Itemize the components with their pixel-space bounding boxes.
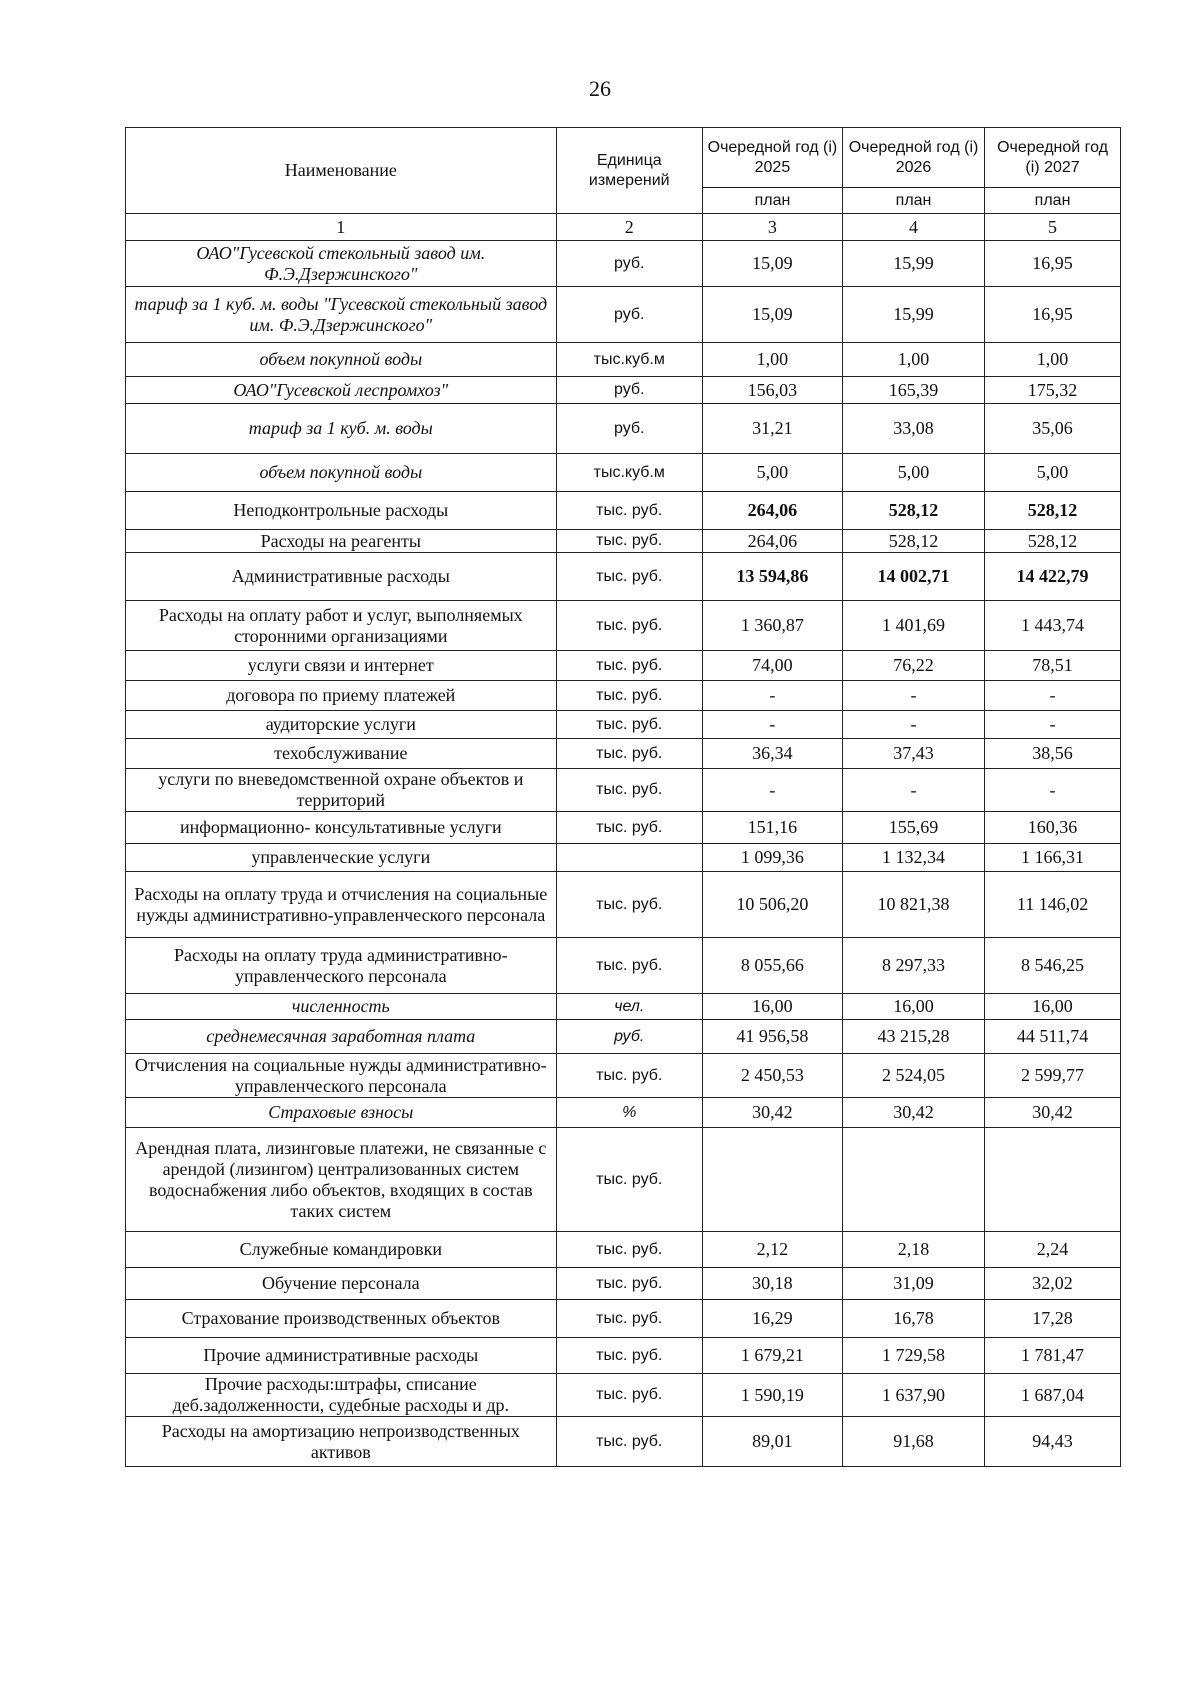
row-value: 1 360,87 (702, 601, 842, 651)
row-value: 31,21 (702, 404, 842, 454)
table-row (126, 872, 1121, 938)
header-year-2025: Очередной год (i) 2025 (702, 128, 842, 188)
row-value: 32,02 (985, 1268, 1121, 1300)
header-plan: план (985, 188, 1121, 214)
row-value: 1 687,04 (985, 1374, 1121, 1417)
row-unit: руб. (556, 241, 702, 287)
row-value: 41 956,58 (702, 1020, 842, 1054)
row-value: 5,00 (702, 454, 842, 492)
table-row (126, 343, 1121, 377)
column-number: 3 (702, 214, 842, 241)
row-value: 1,00 (702, 343, 842, 377)
row-unit: тыс. руб. (556, 1417, 702, 1467)
row-name: тариф за 1 куб. м. воды "Гусевской стекольный завод им. Ф.Э.Дзержинского" (126, 287, 557, 343)
row-name: объем покупной воды (126, 343, 557, 377)
row-value: 15,99 (842, 287, 984, 343)
row-value: 43 215,28 (842, 1020, 984, 1054)
row-value: 5,00 (842, 454, 984, 492)
row-value: 30,42 (702, 1098, 842, 1128)
row-value: 33,08 (842, 404, 984, 454)
row-value: - (702, 769, 842, 812)
table-row (126, 1300, 1121, 1338)
table-row (126, 287, 1121, 343)
budget-table (125, 127, 1121, 1467)
row-name: Расходы на оплату труда и отчисления на социальные нужды административно-управленческого персонала (126, 872, 557, 938)
table-row (126, 377, 1121, 404)
row-name: численность (126, 994, 557, 1020)
row-name: управленческие услуги (126, 844, 557, 872)
row-unit: руб. (556, 1020, 702, 1054)
row-value: - (842, 681, 984, 711)
row-value: 16,00 (702, 994, 842, 1020)
table-row (126, 769, 1121, 812)
row-name: информационно- консультативные услуги (126, 812, 557, 844)
row-value: 89,01 (702, 1417, 842, 1467)
row-unit: руб. (556, 404, 702, 454)
row-value: 30,18 (702, 1268, 842, 1300)
row-value: 8 546,25 (985, 938, 1121, 994)
row-unit: тыс. руб. (556, 681, 702, 711)
row-value: 1 637,90 (842, 1374, 984, 1417)
row-name: Расходы на амортизацию непроизводственных активов (126, 1417, 557, 1467)
header-year-2026: Очередной год (i) 2026 (842, 128, 984, 188)
row-value: - (985, 769, 1121, 812)
table-row (126, 1374, 1121, 1417)
row-value: 8 297,33 (842, 938, 984, 994)
table-row (126, 1268, 1121, 1300)
row-value: 2,12 (702, 1232, 842, 1268)
row-value: 36,34 (702, 739, 842, 769)
row-value: 10 821,38 (842, 872, 984, 938)
table-row (126, 1232, 1121, 1268)
row-value: 1,00 (842, 343, 984, 377)
row-unit: тыс. руб. (556, 553, 702, 601)
row-value: 91,68 (842, 1417, 984, 1467)
row-value: 1 443,74 (985, 601, 1121, 651)
row-unit: тыс. руб. (556, 1054, 702, 1098)
row-name: ОАО"Гусевской леспромхоз" (126, 377, 557, 404)
row-value: 16,95 (985, 287, 1121, 343)
row-value: 2 599,77 (985, 1054, 1121, 1098)
row-value: 44 511,74 (985, 1020, 1121, 1054)
row-value: 264,06 (702, 530, 842, 553)
row-value: 14 002,71 (842, 553, 984, 601)
row-value: 1,00 (985, 343, 1121, 377)
row-name: техобслуживание (126, 739, 557, 769)
column-number: 2 (556, 214, 702, 241)
row-value: - (702, 711, 842, 739)
row-unit: тыс. руб. (556, 601, 702, 651)
row-value: 30,42 (985, 1098, 1121, 1128)
row-unit: тыс. руб. (556, 739, 702, 769)
row-name: услуги связи и интернет (126, 651, 557, 681)
row-name: аудиторские услуги (126, 711, 557, 739)
header-plan: план (702, 188, 842, 214)
row-name: Административные расходы (126, 553, 557, 601)
row-value: 37,43 (842, 739, 984, 769)
column-number: 5 (985, 214, 1121, 241)
row-unit: тыс. руб. (556, 1232, 702, 1268)
row-value: 38,56 (985, 739, 1121, 769)
row-value: 1 099,36 (702, 844, 842, 872)
row-value: 1 590,19 (702, 1374, 842, 1417)
row-value: 151,16 (702, 812, 842, 844)
row-value: 1 679,21 (702, 1338, 842, 1374)
row-name: Страхование производственных объектов (126, 1300, 557, 1338)
row-unit: тыс. руб. (556, 1338, 702, 1374)
row-name: Служебные командировки (126, 1232, 557, 1268)
table-row (126, 651, 1121, 681)
row-unit: тыс.куб.м (556, 343, 702, 377)
table-row (126, 1020, 1121, 1054)
header-year-2027: Очередной год (i) 2027 (985, 128, 1121, 188)
header-name: Наименование (126, 128, 557, 214)
row-value: 528,12 (985, 530, 1121, 553)
row-value: 165,39 (842, 377, 984, 404)
table-row (126, 844, 1121, 872)
row-value: 14 422,79 (985, 553, 1121, 601)
row-value: 31,09 (842, 1268, 984, 1300)
row-name: Обучение персонала (126, 1268, 557, 1300)
row-name: Расходы на оплату работ и услуг, выполняемых сторонними организациями (126, 601, 557, 651)
row-value: 16,00 (842, 994, 984, 1020)
row-name: Отчисления на социальные нужды административно-управленческого персонала (126, 1054, 557, 1098)
header-unit: Единица измерений (556, 128, 702, 214)
row-name: Арендная плата, лизинговые платежи, не связанные с арендой (лизингом) централизованных систем водоснабжения либо объектов, входящих в состав таких систем (126, 1128, 557, 1232)
table-row (126, 553, 1121, 601)
row-value: 74,00 (702, 651, 842, 681)
row-unit: тыс. руб. (556, 872, 702, 938)
row-value: 264,06 (702, 492, 842, 530)
row-value: 16,78 (842, 1300, 984, 1338)
row-name: объем покупной воды (126, 454, 557, 492)
row-value: 1 781,47 (985, 1338, 1121, 1374)
page-number: 26 (589, 76, 611, 101)
row-unit: тыс. руб. (556, 1268, 702, 1300)
row-value: 15,09 (702, 241, 842, 287)
row-name: услуги по вневедомственной охране объектов и территорий (126, 769, 557, 812)
row-unit (556, 844, 702, 872)
table-row (126, 711, 1121, 739)
row-unit: руб. (556, 287, 702, 343)
row-value: 16,00 (985, 994, 1121, 1020)
row-value: 2,24 (985, 1232, 1121, 1268)
row-name: Страховые взносы (126, 1098, 557, 1128)
row-unit: чел. (556, 994, 702, 1020)
table-row (126, 1417, 1121, 1467)
row-value: 16,29 (702, 1300, 842, 1338)
row-value: 78,51 (985, 651, 1121, 681)
row-unit: тыс. руб. (556, 492, 702, 530)
row-value (985, 1128, 1121, 1232)
row-value: 16,95 (985, 241, 1121, 287)
row-name: ОАО"Гусевской стекольный завод им. Ф.Э.Дзержинского" (126, 241, 557, 287)
row-name: Неподконтрольные расходы (126, 492, 557, 530)
row-name: Расходы на реагенты (126, 530, 557, 553)
row-value (702, 1128, 842, 1232)
header-plan: план (842, 188, 984, 214)
row-value: 528,12 (985, 492, 1121, 530)
row-value: - (985, 711, 1121, 739)
row-value: 17,28 (985, 1300, 1121, 1338)
row-value: 76,22 (842, 651, 984, 681)
row-value: 1 132,34 (842, 844, 984, 872)
row-value: - (985, 681, 1121, 711)
row-value: 155,69 (842, 812, 984, 844)
row-value: 175,32 (985, 377, 1121, 404)
row-unit: тыс. руб. (556, 769, 702, 812)
row-unit: тыс. руб. (556, 938, 702, 994)
row-value: 30,42 (842, 1098, 984, 1128)
row-value: 2 524,05 (842, 1054, 984, 1098)
row-value: 94,43 (985, 1417, 1121, 1467)
table-row (126, 1128, 1121, 1232)
row-value: 1 401,69 (842, 601, 984, 651)
table-row (126, 530, 1121, 553)
row-value: 2,18 (842, 1232, 984, 1268)
column-number: 1 (126, 214, 557, 241)
table-row (126, 601, 1121, 651)
table-row (126, 404, 1121, 454)
table-row (126, 812, 1121, 844)
row-name: Расходы на оплату труда административно-управленческого персонала (126, 938, 557, 994)
row-unit: тыс. руб. (556, 812, 702, 844)
table-row (126, 1338, 1121, 1374)
row-name: тариф за 1 куб. м. воды (126, 404, 557, 454)
row-unit: тыс. руб. (556, 1374, 702, 1417)
table-row (126, 938, 1121, 994)
row-value: 156,03 (702, 377, 842, 404)
table-row (126, 681, 1121, 711)
table-header (126, 128, 1121, 241)
row-value: 1 729,58 (842, 1338, 984, 1374)
row-unit: руб. (556, 377, 702, 404)
row-value: 160,36 (985, 812, 1121, 844)
row-value: 13 594,86 (702, 553, 842, 601)
table-row (126, 739, 1121, 769)
table-body (126, 241, 1121, 1467)
table-row (126, 454, 1121, 492)
row-value: 2 450,53 (702, 1054, 842, 1098)
row-unit: тыс.куб.м (556, 454, 702, 492)
row-unit: тыс. руб. (556, 1300, 702, 1338)
table-row (126, 241, 1121, 287)
table-row (126, 492, 1121, 530)
row-value: 1 166,31 (985, 844, 1121, 872)
row-value: 11 146,02 (985, 872, 1121, 938)
column-number: 4 (842, 214, 984, 241)
row-name: Прочие расходы:штрафы, списание деб.задолженности, судебные расходы и др. (126, 1374, 557, 1417)
row-value: 528,12 (842, 492, 984, 530)
row-value: 15,09 (702, 287, 842, 343)
row-unit: тыс. руб. (556, 1128, 702, 1232)
row-value: - (842, 711, 984, 739)
row-name: среднемесячная заработная плата (126, 1020, 557, 1054)
table-row (126, 1098, 1121, 1128)
row-value: 15,99 (842, 241, 984, 287)
row-value (842, 1128, 984, 1232)
row-value: 35,06 (985, 404, 1121, 454)
table-row (126, 1054, 1121, 1098)
row-value: - (702, 681, 842, 711)
row-value: 8 055,66 (702, 938, 842, 994)
row-value: 5,00 (985, 454, 1121, 492)
row-value: 528,12 (842, 530, 984, 553)
row-unit: тыс. руб. (556, 530, 702, 553)
row-unit: тыс. руб. (556, 651, 702, 681)
row-unit: тыс. руб. (556, 711, 702, 739)
row-value: - (842, 769, 984, 812)
row-name: договора по приему платежей (126, 681, 557, 711)
table-row (126, 994, 1121, 1020)
row-value: 10 506,20 (702, 872, 842, 938)
row-unit: % (556, 1098, 702, 1128)
row-name: Прочие административные расходы (126, 1338, 557, 1374)
